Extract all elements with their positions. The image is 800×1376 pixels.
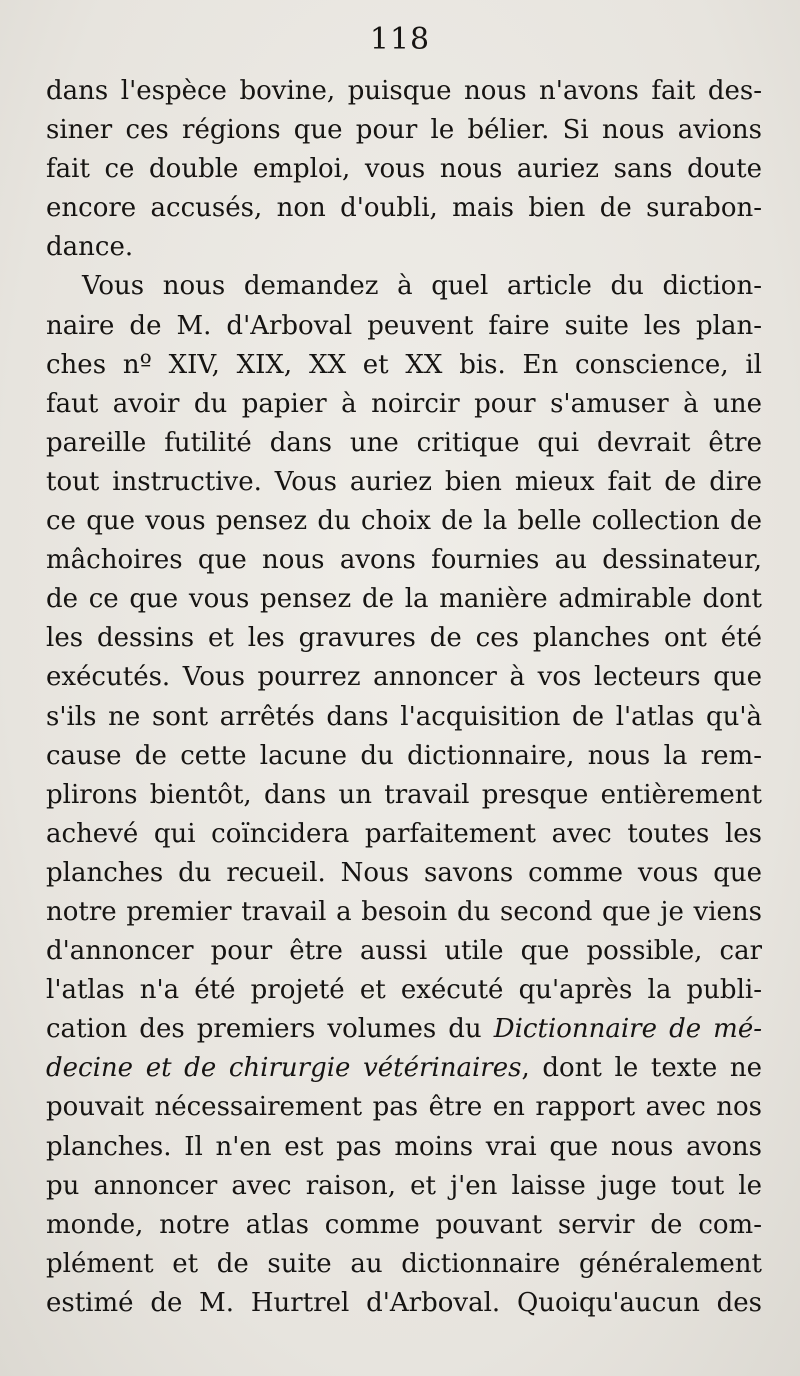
text-line: ches nº XIV, XIX, XX et XX bis. En conscience, il: [46, 349, 762, 380]
book-title-italic: decine et de chirurgie vétérinaires: [46, 1053, 522, 1084]
text-line: naire de M. d'Arboval peuvent faire suite les plan-: [46, 310, 762, 341]
text-line: pareille futilité dans une critique qui devrait être: [46, 427, 762, 458]
text-line: cause de cette lacune du dictionnaire, nous la rem-: [46, 740, 762, 771]
text-line: encore accusés, non d'oubli, mais bien de surabon-: [46, 193, 762, 224]
text-line: [46, 1049, 762, 1088]
text-line: pu annoncer avec raison, et j'en laisse juge tout le: [46, 1170, 762, 1201]
text-line: notre premier travail a besoin du second que je viens: [46, 896, 762, 927]
text-line: Vous nous demandez à quel article du diction-: [82, 271, 762, 302]
text-line: planches. Il n'en est pas moins vrai que nous avons: [46, 1131, 762, 1162]
text-line: exécutés. Vous pourrez annoncer à vos lecteurs que: [46, 662, 762, 693]
text-line: mâchoires que nous avons fournies au dessinateur,: [46, 545, 762, 576]
text-line: tout instructive. Vous auriez bien mieux fait de dire: [46, 466, 762, 497]
page-number: 118: [369, 22, 431, 57]
text-segment: , dont le texte ne: [521, 1053, 762, 1084]
text-line: [46, 1010, 762, 1049]
text-line: dans l'espèce bovine, puisque nous n'avons fait des-: [46, 76, 762, 106]
text-line: s'ils ne sont arrêtés dans l'acquisition de l'atlas qu'à: [46, 701, 762, 732]
text-line: fait ce double emploi, vous nous auriez sans doute: [46, 154, 762, 185]
body-text: [46, 72, 762, 1323]
text-line: planches du recueil. Nous savons comme vous que: [46, 857, 762, 888]
text-line: siner ces régions que pour le bélier. Si nous avions: [46, 115, 762, 146]
text-segment: cation des premiers volumes du: [46, 1014, 494, 1045]
text-line: d'annoncer pour être aussi utile que possible, car: [46, 936, 762, 967]
text-line: l'atlas n'a été projeté et exécuté qu'après la publi-: [46, 975, 762, 1006]
text-line: de ce que vous pensez de la manière admirable dont: [46, 584, 762, 615]
text-line: achevé qui coïncidera parfaitement avec toutes les: [46, 818, 762, 849]
text-line: plément et de suite au dictionnaire généralement: [46, 1248, 762, 1279]
text-line: les dessins et les gravures de ces planches ont été: [46, 623, 762, 654]
text-line: faut avoir du papier à noircir pour s'amuser à une: [46, 388, 762, 419]
book-title-italic: Dictionnaire de mé-: [493, 1014, 762, 1045]
text-line: monde, notre atlas comme pouvant servir de com-: [46, 1209, 762, 1240]
text-line: ce que vous pensez du choix de la belle collection de: [46, 506, 762, 537]
text-line: dance.: [46, 232, 134, 263]
text-line: plirons bientôt, dans un travail presque entièrement: [46, 779, 762, 810]
text-line: estimé de M. Hurtrel d'Arboval. Quoiqu'aucun des: [46, 1287, 762, 1318]
text-line: pouvait nécessairement pas être en rapport avec nos: [46, 1092, 762, 1123]
